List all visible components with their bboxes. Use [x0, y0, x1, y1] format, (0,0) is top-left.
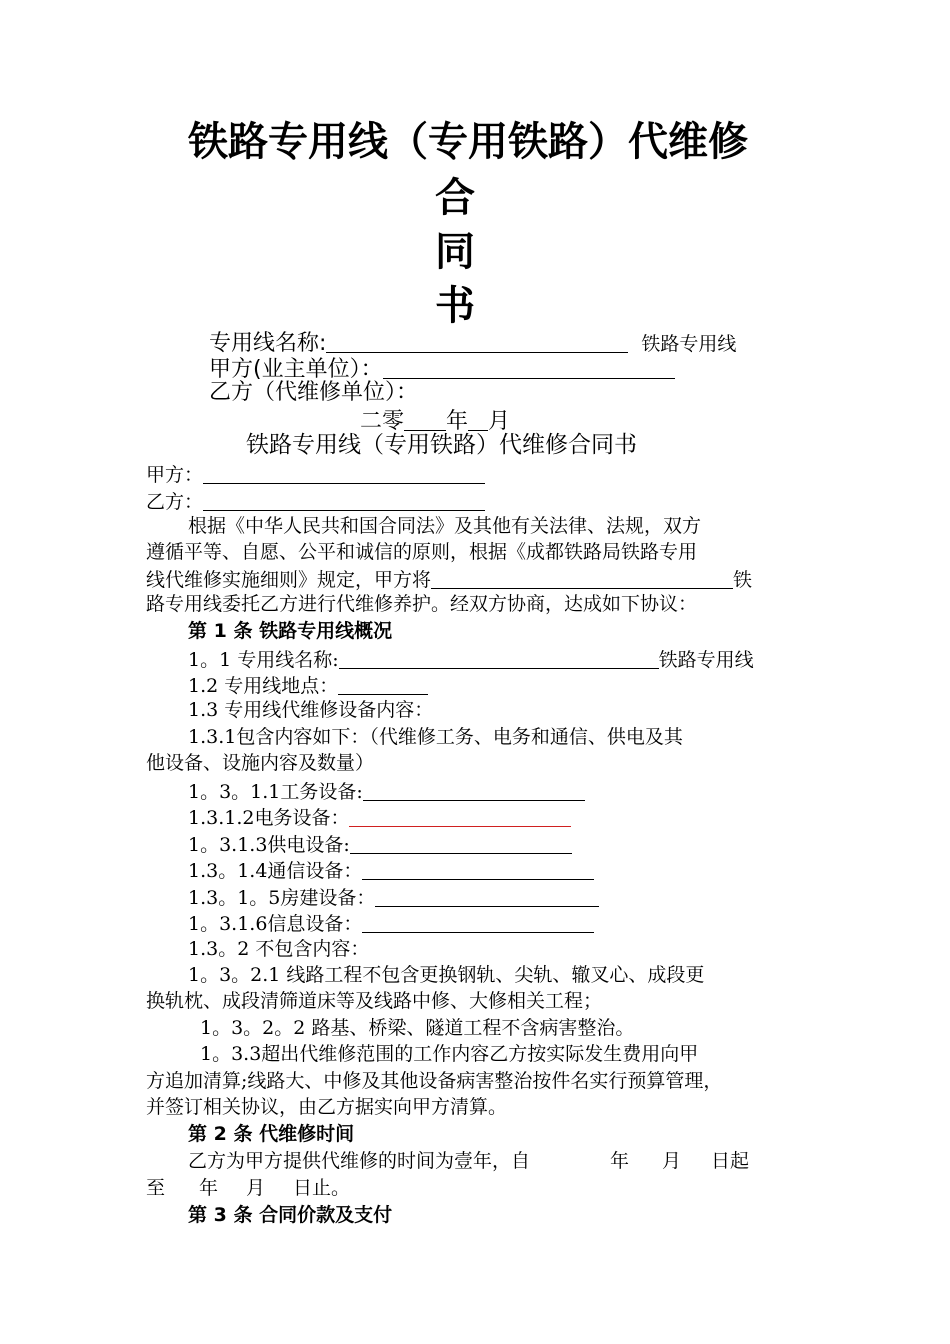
blank-field — [468, 408, 488, 431]
clause-1-2 — [188, 675, 428, 696]
blank-field — [338, 675, 428, 695]
cover-party-b: 乙方（代维修单位）： — [209, 380, 419, 405]
clause-text: 日起 — [711, 1150, 750, 1172]
clause-text: 月 — [662, 1150, 682, 1172]
clause-label: 1。1 专用线名称: — [188, 649, 339, 671]
party-a-line — [146, 464, 485, 485]
clause-1-3-2: 1.3。2 不包含内容： — [188, 938, 370, 960]
clause-1-3-2-1: 换轨枕、成段清筛道床等及线路中修、大修相关工程； — [146, 990, 603, 1012]
clause-1-3-1: 他设备、设施内容及数量） — [146, 752, 375, 774]
clause-text: 至 — [146, 1177, 166, 1199]
clause-2-line — [188, 1152, 749, 1171]
cover-date — [360, 408, 510, 433]
blank-field — [375, 887, 599, 907]
clause-label: 1。3.1.3供电设备: — [188, 834, 350, 856]
blank-field — [404, 408, 446, 431]
article-2-heading: 第 2 条 代维修时间 — [188, 1123, 355, 1145]
clause-1-3: 1.3 专用线代维修设备内容： — [188, 699, 434, 721]
clause-suffix: 铁路专用线 — [658, 649, 754, 671]
clause-1-3-2-1: 1。3。2.1 线路工程不包含更换钢轨、尖轨、辙叉心、成段更 — [188, 964, 705, 986]
clause-1-3-3: 并签订相关协议，由乙方据实向甲方清算。 — [146, 1096, 508, 1118]
blank-field — [383, 356, 675, 379]
clause-label: 1.3。1.4通信设备： — [188, 860, 363, 882]
intro-line: 遵循平等、自愿、公平和诚信的原则，根据《成都铁路局铁路专用 — [146, 541, 698, 563]
blank-field — [350, 834, 572, 854]
clause-1-3-1-6 — [188, 913, 594, 934]
intro-line: 路专用线委托乙方进行代维修养护。经双方协商，达成如下协议： — [146, 593, 698, 615]
clause-1-3-1-1 — [188, 781, 585, 802]
clause-2-line — [146, 1179, 350, 1198]
cover-title-char: 书 — [435, 283, 475, 329]
cover-date-year: 年 — [446, 409, 469, 434]
clause-text: 乙方为甲方提供代维修的时间为壹年，自 — [188, 1150, 531, 1172]
doc-subtitle: 铁路专用线（专用铁路）代维修合同书 — [246, 432, 637, 458]
intro-line — [146, 569, 752, 590]
clause-label: 1。3。1.1工务设备: — [188, 781, 363, 803]
intro-line: 根据《中华人民共和国合同法》及其他有关法律、法规，双方 — [188, 515, 702, 537]
blank-field — [339, 649, 659, 669]
clause-1-3-3: 方追加清算;线路大、中修及其他设备病害整治按件名实行预算管理， — [146, 1070, 723, 1092]
blank-field — [431, 569, 733, 589]
cover-line-name — [209, 330, 736, 355]
blank-field — [362, 860, 594, 880]
blank-field — [326, 330, 628, 353]
cover-title-char: 合 — [435, 175, 475, 221]
clause-1-3-1: 1.3.1包含内容如下：（代维修工务、电务和通信、供电及其 — [188, 726, 683, 748]
clause-1-3-1-4 — [188, 860, 594, 881]
blank-field — [362, 913, 594, 933]
clause-1-3-1-3 — [188, 834, 572, 855]
clause-text: 年 — [610, 1150, 630, 1172]
party-b-label: 乙方： — [146, 491, 204, 513]
cover-party-a-label: 甲方(业主单位）： — [209, 357, 383, 382]
clause-1-1 — [188, 649, 754, 670]
blank-field — [203, 491, 485, 511]
cover-date-prefix: 二零 — [360, 409, 405, 434]
intro-text: 铁 — [733, 569, 753, 591]
clause-1-3-2-2: 1。3。2。2 路基、桥梁、隧道工程不含病害整治。 — [200, 1017, 635, 1039]
article-1-heading: 第 1 条 铁路专用线概况 — [188, 620, 393, 642]
cover-title: 铁路专用线（专用铁路）代维修 — [188, 119, 748, 165]
cover-line-name-label: 专用线名称: — [209, 331, 327, 356]
clause-text: 月 — [246, 1177, 266, 1199]
intro-text: 线代维修实施细则》规定，甲方将 — [146, 569, 432, 591]
clause-label: 1.3.1.2电务设备： — [188, 807, 350, 829]
article-3-heading: 第 3 条 合同价款及支付 — [188, 1204, 393, 1226]
blank-field — [363, 781, 585, 801]
party-a-label: 甲方： — [146, 464, 204, 486]
clause-text: 年 — [199, 1177, 219, 1199]
clause-label: 1.2 专用线地点： — [188, 675, 339, 697]
cover-date-month: 月 — [488, 409, 511, 434]
cover-line-name-suffix: 铁路专用线 — [641, 333, 737, 355]
cover-party-a — [209, 356, 675, 381]
clause-1-3-1-5 — [188, 887, 599, 908]
cover-title-char: 同 — [435, 229, 475, 275]
party-b-line — [146, 491, 485, 512]
clause-text: 日止。 — [293, 1177, 351, 1199]
blank-field — [203, 464, 485, 484]
clause-label: 1.3。1。5房建设备： — [188, 887, 376, 909]
clause-label: 1。3.1.6信息设备： — [188, 913, 363, 935]
clause-1-3-3: 1。3.3超出代维修范围的工作内容乙方按实际发生费用向甲 — [200, 1043, 699, 1065]
clause-1-3-1-2 — [188, 807, 571, 828]
blank-field-red — [349, 807, 571, 827]
